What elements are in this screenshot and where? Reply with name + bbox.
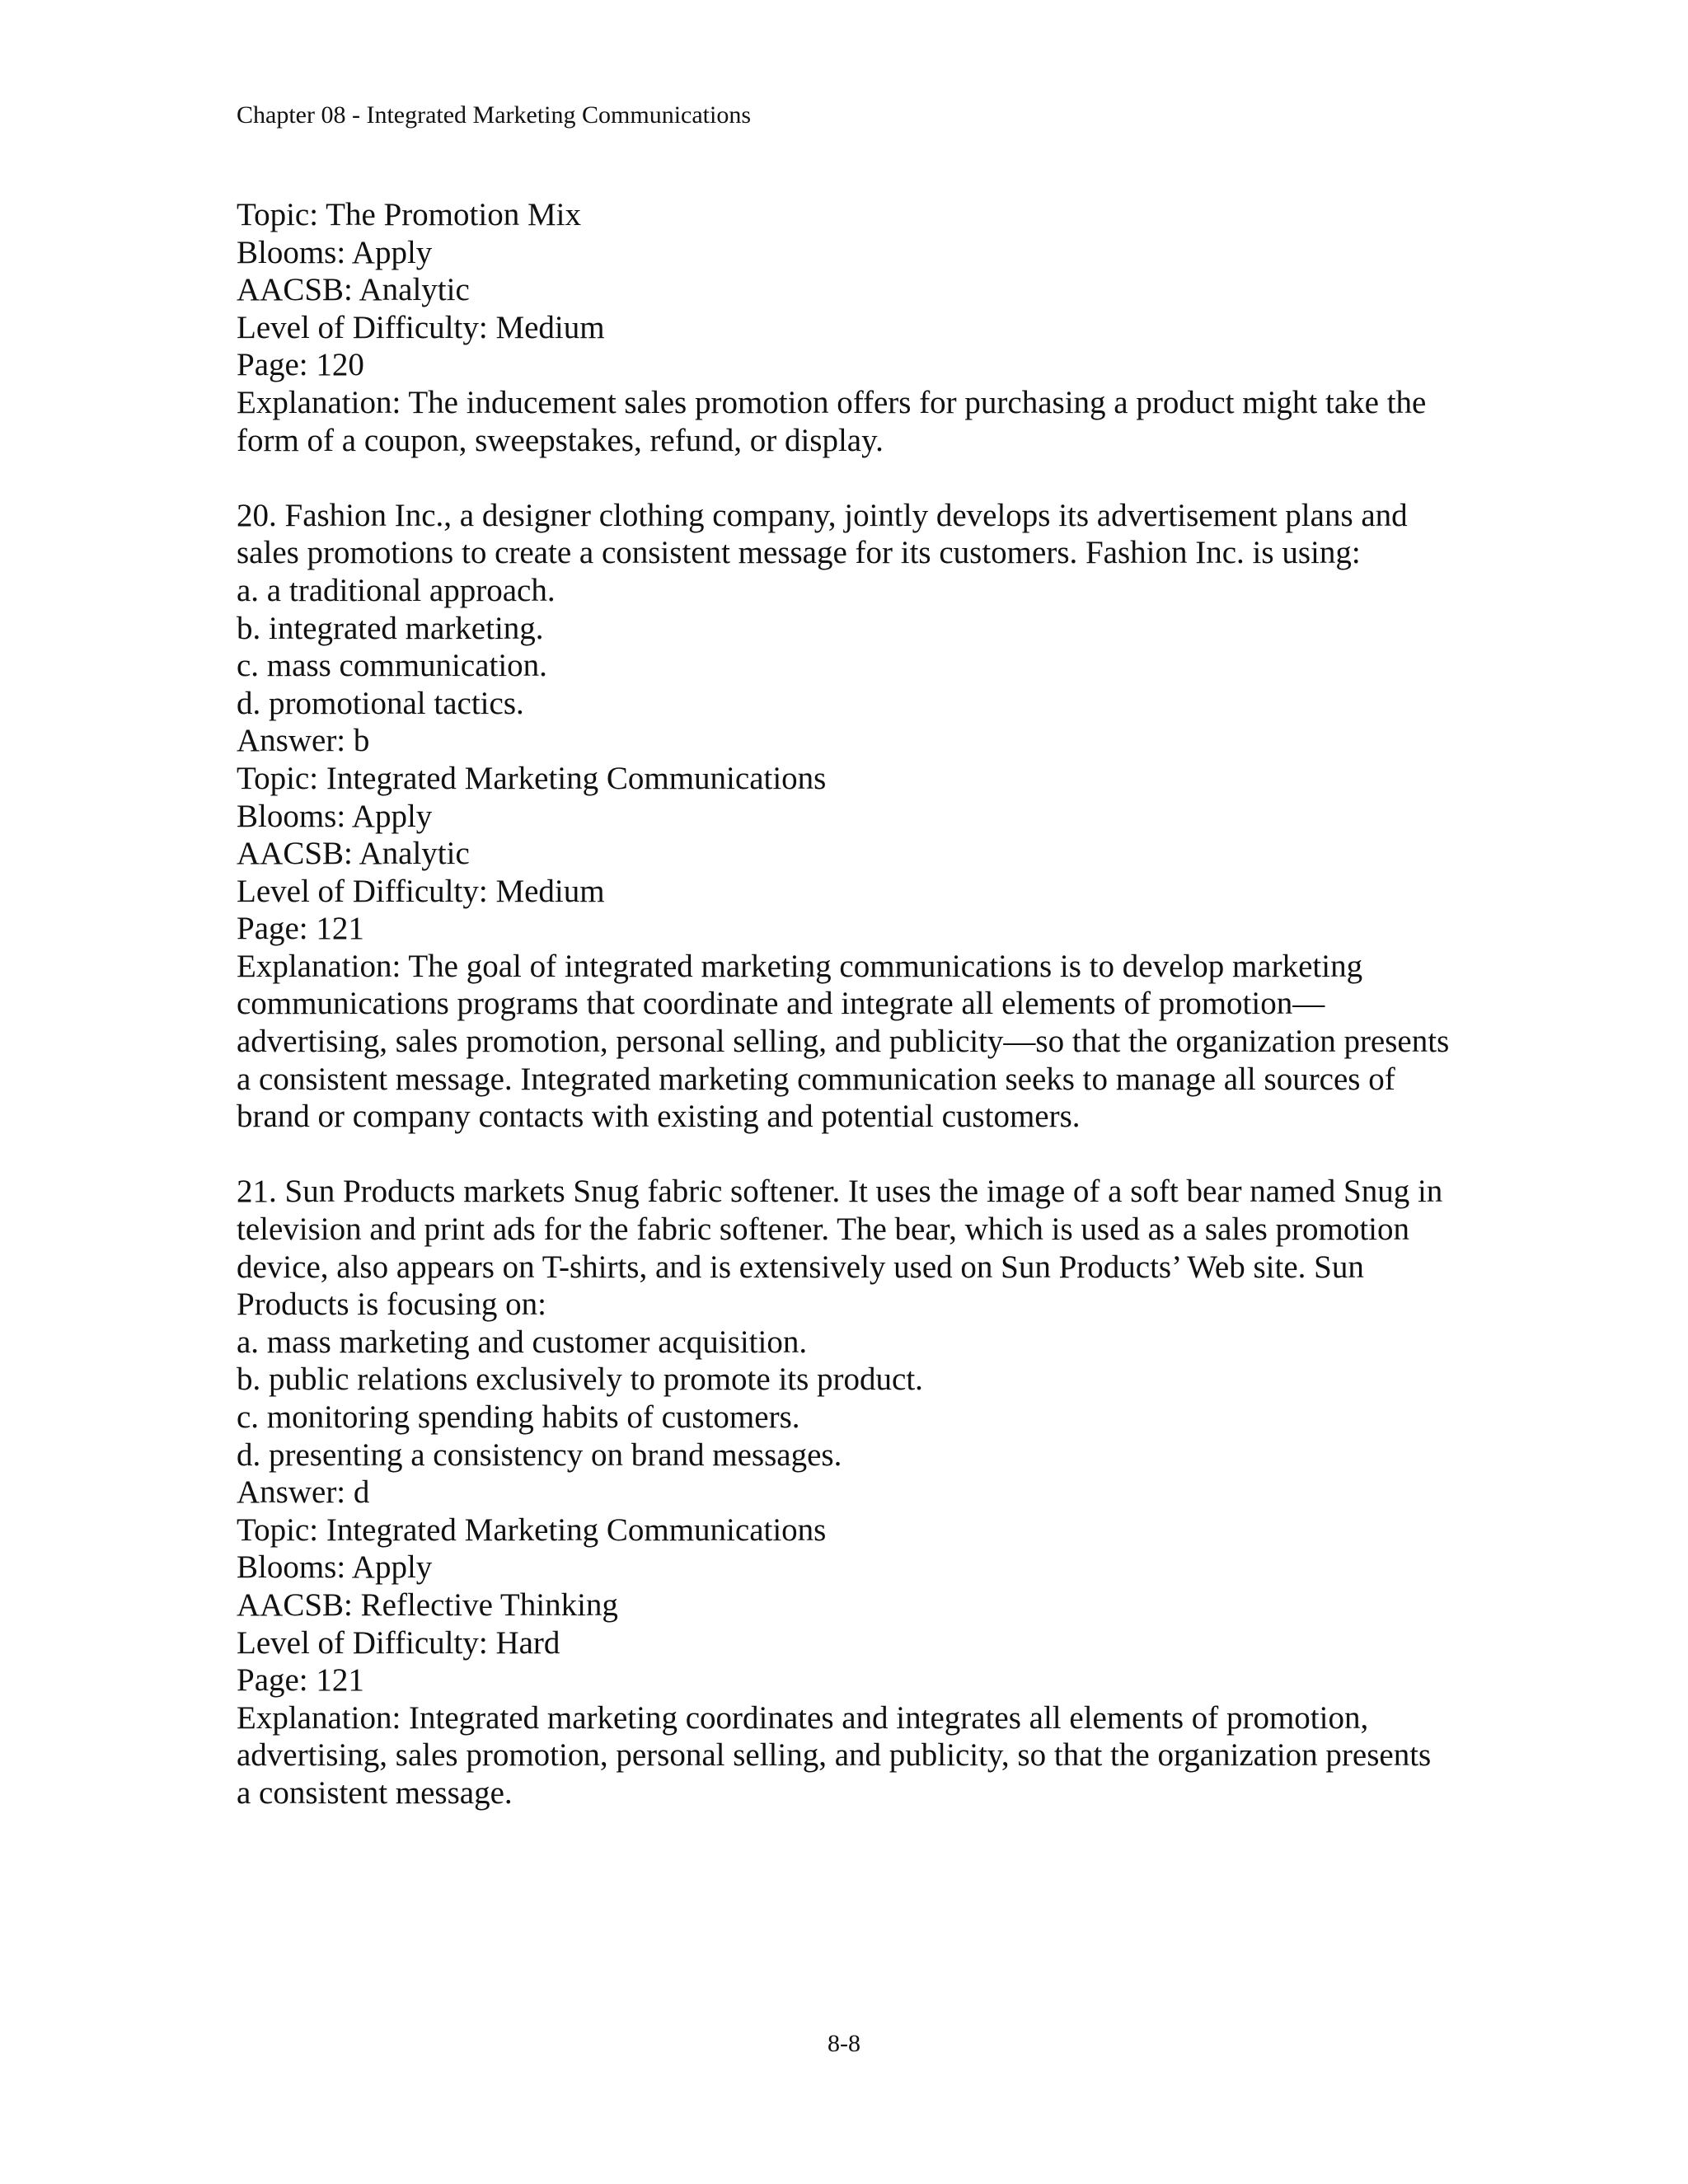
explanation-line: a consistent message. — [237, 1774, 513, 1811]
topic-line: Topic: The Promotion Mix — [237, 197, 581, 232]
topic-line: Topic: Integrated Marketing Communications — [237, 760, 827, 796]
answer-option: a. a traditional approach. — [237, 572, 556, 608]
explanation-line: advertising, sales promotion, personal selling, and publicity—so that the organization presents — [237, 1024, 1450, 1060]
paragraph-gap — [237, 459, 1489, 497]
blooms-line: Blooms: Apply — [237, 798, 433, 834]
question-stem-line: sales promotions to create a consistent message for its customers. Fashion Inc. is using: — [237, 535, 1361, 571]
explanation-line: a consistent message. Integrated marketing communication seeks to manage all sources of — [237, 1061, 1395, 1097]
question-21 — [237, 1173, 1489, 1811]
page-ref-line: Page: 121 — [237, 1662, 364, 1699]
explanation-line: form of a coupon, sweepstakes, refund, or display. — [237, 422, 884, 458]
blooms-line: Blooms: Apply — [237, 1549, 433, 1586]
paragraph-gap — [237, 1136, 1489, 1174]
explanation-line: advertising, sales promotion, personal selling, and publicity, so that the organization presents — [237, 1737, 1432, 1774]
page-number: 8-8 — [828, 2030, 860, 2057]
difficulty-line: Level of Difficulty: Medium — [237, 873, 605, 909]
difficulty-line: Level of Difficulty: Medium — [237, 309, 605, 345]
question-stem-line: 20. Fashion Inc., a designer clothing company, jointly develops its advertisement plans and — [237, 497, 1408, 533]
answer-option: c. monitoring spending habits of customers. — [237, 1399, 800, 1435]
question-stem-line: 21. Sun Products markets Snug fabric softener. It uses the image of a soft bear named Snug in — [237, 1174, 1443, 1210]
difficulty-line: Level of Difficulty: Hard — [237, 1624, 560, 1661]
answer-option: b. integrated marketing. — [237, 610, 544, 646]
answer-option: a. mass marketing and customer acquisition. — [237, 1324, 808, 1360]
aacsb-line: AACSB: Analytic — [237, 272, 470, 308]
explanation-line: Explanation: The goal of integrated marketing communications is to develop marketing — [237, 948, 1363, 984]
aacsb-line: AACSB: Analytic — [237, 836, 470, 872]
explanation-line: communications programs that coordinate and integrate all elements of promotion— — [237, 986, 1325, 1022]
question-stem-line: Products is focusing on: — [237, 1286, 546, 1323]
page-ref-line: Page: 120 — [237, 347, 364, 383]
topic-line: Topic: Integrated Marketing Communications — [237, 1511, 827, 1548]
explanation-line: Explanation: The inducement sales promotion offers for purchasing a product might take the — [237, 384, 1427, 420]
answer-line: Answer: b — [237, 723, 370, 759]
explanation-line: brand or company contacts with existing and potential customers. — [237, 1099, 1081, 1135]
answer-option: b. public relations exclusively to promote its product. — [237, 1361, 923, 1398]
answer-option: c. mass communication. — [237, 648, 547, 684]
page-body — [237, 196, 1489, 1812]
answer-option: d. presenting a consistency on brand messages. — [237, 1436, 842, 1473]
question-stem-line: television and print ads for the fabric softener. The bear, which is used as a sales promotion — [237, 1212, 1409, 1248]
running-header: Chapter 08 - Integrated Marketing Communications — [237, 101, 752, 129]
carryover-question-metadata — [237, 196, 1489, 459]
explanation-line: Explanation: Integrated marketing coordinates and integrates all elements of promotion, — [237, 1699, 1369, 1736]
question-stem-line: device, also appears on T-shirts, and is extensively used on Sun Products’ Web site. Sun — [237, 1249, 1364, 1285]
question-20 — [237, 497, 1489, 1136]
blooms-line: Blooms: Apply — [237, 234, 433, 270]
page-ref-line: Page: 121 — [237, 911, 364, 947]
aacsb-line: AACSB: Reflective Thinking — [237, 1586, 618, 1623]
answer-option: d. promotional tactics. — [237, 685, 524, 721]
answer-line: Answer: d — [237, 1474, 370, 1511]
